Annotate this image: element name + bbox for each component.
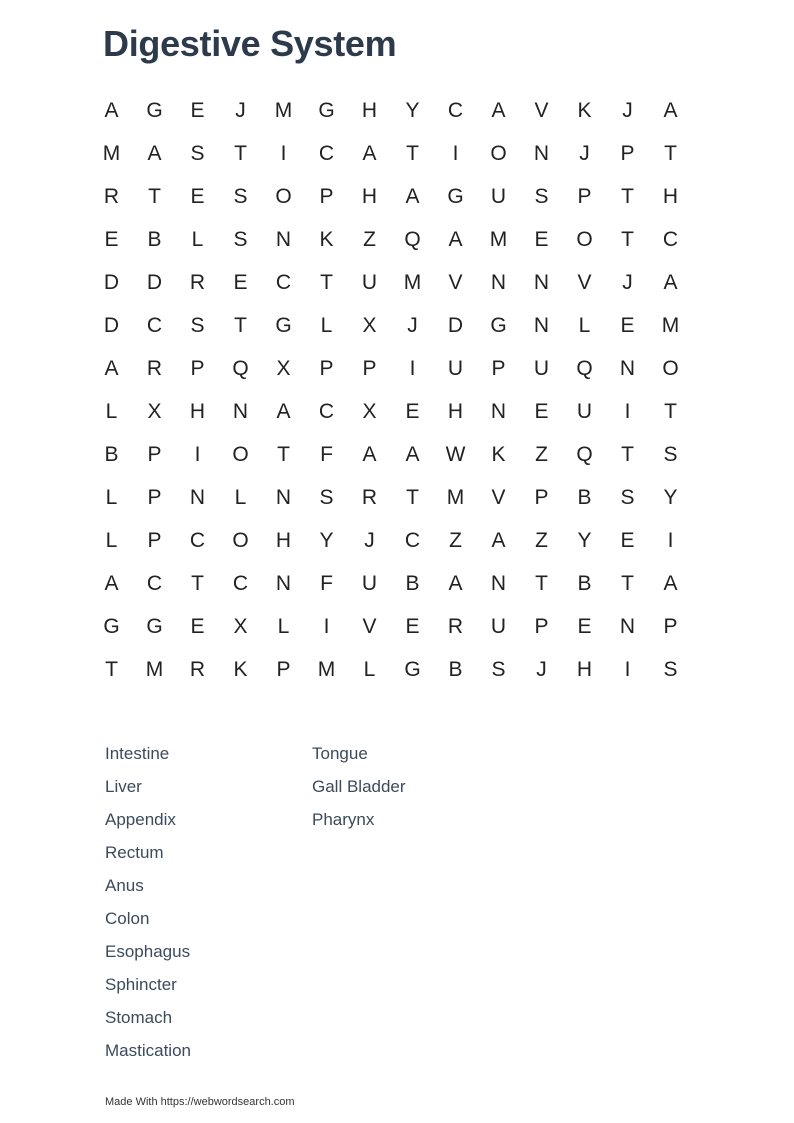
grid-letter: N	[275, 228, 292, 251]
grid-row	[90, 304, 692, 347]
grid-letter: V	[534, 99, 549, 122]
grid-letter: I	[667, 529, 674, 552]
word-list-item: Tongue	[312, 744, 368, 763]
grid-letter: T	[621, 228, 634, 251]
grid-letter: E	[534, 400, 549, 423]
word-column	[105, 737, 312, 1067]
grid-letter: Y	[663, 486, 678, 509]
grid-letter: T	[664, 142, 677, 165]
grid-letter: I	[194, 443, 201, 466]
grid-letter: P	[491, 357, 506, 380]
grid-letter: G	[490, 314, 507, 337]
grid-letter: S	[319, 486, 334, 509]
word-list-item: Esophagus	[105, 942, 191, 961]
word-column	[312, 737, 519, 1067]
grid-letter: P	[147, 529, 162, 552]
grid-letter: T	[621, 185, 634, 208]
grid-letter: B	[577, 572, 592, 595]
grid-letter: A	[448, 572, 463, 595]
grid-letter: P	[319, 357, 334, 380]
grid-letter: T	[320, 271, 333, 294]
grid-row	[90, 218, 692, 261]
grid-row	[90, 562, 692, 605]
grid-letter: P	[534, 486, 549, 509]
grid-letter: S	[491, 658, 506, 681]
grid-letter: E	[190, 99, 205, 122]
grid-letter: N	[619, 357, 636, 380]
grid-letter: P	[147, 443, 162, 466]
grid-row	[90, 648, 692, 691]
grid-letter: Y	[577, 529, 592, 552]
word-list-item: Colon	[105, 909, 150, 928]
grid-letter: K	[577, 99, 592, 122]
grid-row	[90, 390, 692, 433]
grid-letter: C	[275, 271, 292, 294]
grid-letter: T	[148, 185, 161, 208]
grid-letter: G	[275, 314, 292, 337]
grid-letter: J	[622, 271, 633, 294]
grid-row	[90, 89, 692, 132]
word-list-item: Appendix	[105, 810, 176, 829]
grid-letter: N	[533, 271, 550, 294]
grid-letter: B	[104, 443, 119, 466]
grid-letter: Y	[319, 529, 334, 552]
grid-letter: R	[189, 271, 206, 294]
grid-letter: L	[105, 486, 118, 509]
grid-letter: N	[533, 314, 550, 337]
grid-letter: R	[189, 658, 206, 681]
grid-letter: P	[534, 615, 549, 638]
grid-letter: N	[490, 271, 507, 294]
grid-letter: U	[490, 615, 507, 638]
grid-letter: T	[664, 400, 677, 423]
grid-letter: L	[234, 486, 247, 509]
grid-letter: M	[274, 99, 293, 122]
grid-letter: A	[147, 142, 162, 165]
grid-letter: A	[104, 357, 119, 380]
grid-letter: H	[361, 99, 378, 122]
grid-letter: V	[491, 486, 506, 509]
grid-letter: Q	[576, 357, 593, 380]
grid-letter: S	[233, 185, 248, 208]
grid-letter: O	[232, 443, 249, 466]
grid-letter: V	[362, 615, 377, 638]
grid-letter: G	[447, 185, 464, 208]
grid-letter: N	[490, 400, 507, 423]
grid-letter: N	[619, 615, 636, 638]
grid-letter: K	[319, 228, 334, 251]
grid-letter: S	[534, 185, 549, 208]
grid-letter: S	[190, 314, 205, 337]
grid-letter: T	[406, 486, 419, 509]
letter-grid	[90, 89, 692, 691]
grid-letter: B	[577, 486, 592, 509]
grid-letter: E	[190, 185, 205, 208]
grid-letter: M	[102, 142, 121, 165]
grid-letter: T	[234, 314, 247, 337]
grid-letter: K	[233, 658, 248, 681]
grid-letter: E	[405, 615, 420, 638]
grid-letter: J	[364, 529, 375, 552]
grid-letter: H	[662, 185, 679, 208]
grid-letter: T	[191, 572, 204, 595]
grid-letter: H	[275, 529, 292, 552]
grid-letter: L	[105, 400, 118, 423]
grid-row	[90, 132, 692, 175]
grid-letter: G	[318, 99, 335, 122]
grid-letter: B	[405, 572, 420, 595]
grid-letter: C	[189, 529, 206, 552]
word-list	[105, 737, 519, 1067]
grid-letter: D	[447, 314, 464, 337]
grid-row	[90, 347, 692, 390]
grid-letter: J	[622, 99, 633, 122]
grid-letter: I	[323, 615, 330, 638]
grid-letter: T	[621, 572, 634, 595]
grid-letter: J	[407, 314, 418, 337]
grid-letter: Z	[535, 529, 548, 552]
grid-letter: E	[233, 271, 248, 294]
grid-letter: A	[663, 271, 678, 294]
grid-letter: A	[276, 400, 291, 423]
grid-letter: X	[276, 357, 291, 380]
grid-letter: A	[405, 443, 420, 466]
grid-letter: E	[104, 228, 119, 251]
grid-letter: E	[620, 314, 635, 337]
grid-letter: P	[362, 357, 377, 380]
grid-letter: A	[491, 99, 506, 122]
grid-letter: K	[491, 443, 506, 466]
grid-letter: D	[146, 271, 163, 294]
grid-letter: Y	[405, 99, 420, 122]
grid-letter: R	[146, 357, 163, 380]
grid-letter: U	[490, 185, 507, 208]
grid-letter: Q	[404, 228, 421, 251]
word-list-item: Mastication	[105, 1041, 191, 1060]
word-list-item: Anus	[105, 876, 144, 895]
grid-letter: C	[146, 314, 163, 337]
grid-letter: T	[406, 142, 419, 165]
grid-letter: R	[361, 486, 378, 509]
grid-letter: I	[624, 400, 631, 423]
grid-letter: E	[620, 529, 635, 552]
grid-letter: J	[235, 99, 246, 122]
grid-letter: E	[190, 615, 205, 638]
grid-letter: N	[533, 142, 550, 165]
grid-letter: E	[534, 228, 549, 251]
grid-letter: E	[405, 400, 420, 423]
grid-letter: H	[447, 400, 464, 423]
grid-letter: H	[576, 658, 593, 681]
grid-letter: L	[320, 314, 333, 337]
grid-letter: V	[577, 271, 592, 294]
grid-letter: X	[362, 400, 377, 423]
grid-letter: A	[663, 572, 678, 595]
grid-letter: I	[452, 142, 459, 165]
grid-letter: I	[280, 142, 287, 165]
grid-row	[90, 519, 692, 562]
grid-letter: D	[103, 271, 120, 294]
grid-letter: P	[620, 142, 635, 165]
grid-letter: M	[661, 314, 680, 337]
grid-letter: I	[624, 658, 631, 681]
grid-letter: O	[275, 185, 292, 208]
grid-letter: T	[535, 572, 548, 595]
grid-letter: T	[621, 443, 634, 466]
grid-letter: T	[105, 658, 118, 681]
grid-letter: A	[491, 529, 506, 552]
grid-letter: M	[446, 486, 465, 509]
grid-letter: U	[447, 357, 464, 380]
grid-letter: R	[103, 185, 120, 208]
page-title: Digestive System	[103, 23, 397, 64]
grid-letter: X	[233, 615, 248, 638]
grid-letter: S	[663, 658, 678, 681]
grid-letter: T	[234, 142, 247, 165]
grid-letter: O	[490, 142, 507, 165]
grid-letter: V	[448, 271, 463, 294]
grid-letter: S	[190, 142, 205, 165]
grid-letter: P	[577, 185, 592, 208]
grid-row	[90, 175, 692, 218]
grid-letter: G	[404, 658, 421, 681]
grid-letter: J	[579, 142, 590, 165]
grid-letter: S	[620, 486, 635, 509]
grid-letter: M	[489, 228, 508, 251]
footer-credit: Made With https://webwordsearch.com	[105, 1096, 295, 1108]
grid-letter: B	[147, 228, 162, 251]
grid-letter: M	[145, 658, 164, 681]
grid-letter: F	[320, 572, 333, 595]
grid-letter: H	[361, 185, 378, 208]
grid-letter: O	[576, 228, 593, 251]
grid-letter: A	[663, 99, 678, 122]
grid-letter: M	[317, 658, 336, 681]
grid-row	[90, 605, 692, 648]
grid-letter: I	[409, 357, 416, 380]
grid-letter: P	[276, 658, 291, 681]
word-list-item: Sphincter	[105, 975, 177, 994]
grid-letter: C	[447, 99, 464, 122]
grid-letter: N	[275, 486, 292, 509]
grid-letter: P	[663, 615, 678, 638]
grid-letter: E	[577, 615, 592, 638]
grid-letter: R	[447, 615, 464, 638]
grid-row	[90, 433, 692, 476]
grid-letter: T	[277, 443, 290, 466]
grid-letter: A	[448, 228, 463, 251]
grid-letter: A	[362, 443, 377, 466]
grid-letter: O	[232, 529, 249, 552]
grid-letter: N	[490, 572, 507, 595]
grid-letter: U	[533, 357, 550, 380]
grid-letter: P	[319, 185, 334, 208]
grid-letter: X	[147, 400, 162, 423]
grid-letter: Q	[232, 357, 249, 380]
word-list-item: Rectum	[105, 843, 164, 862]
grid-letter: C	[232, 572, 249, 595]
grid-letter: C	[318, 142, 335, 165]
grid-letter: Q	[576, 443, 593, 466]
grid-letter: C	[662, 228, 679, 251]
grid-letter: L	[191, 228, 204, 251]
grid-row	[90, 476, 692, 519]
grid-letter: P	[190, 357, 205, 380]
word-list-item: Gall Bladder	[312, 777, 406, 796]
grid-letter: A	[405, 185, 420, 208]
grid-letter: W	[445, 443, 466, 466]
grid-letter: J	[536, 658, 547, 681]
grid-letter: S	[663, 443, 678, 466]
grid-row	[90, 261, 692, 304]
grid-letter: Z	[363, 228, 376, 251]
grid-letter: B	[448, 658, 463, 681]
grid-letter: L	[105, 529, 118, 552]
grid-letter: A	[362, 142, 377, 165]
grid-letter: M	[403, 271, 422, 294]
grid-letter: U	[361, 271, 378, 294]
grid-letter: G	[146, 615, 163, 638]
grid-letter: D	[103, 314, 120, 337]
grid-letter: L	[363, 658, 376, 681]
grid-letter: H	[189, 400, 206, 423]
grid-letter: F	[320, 443, 333, 466]
grid-letter: Z	[449, 529, 462, 552]
grid-letter: G	[103, 615, 120, 638]
grid-letter: N	[232, 400, 249, 423]
grid-letter: P	[147, 486, 162, 509]
word-list-item: Liver	[105, 777, 142, 796]
grid-letter: C	[146, 572, 163, 595]
grid-letter: U	[576, 400, 593, 423]
grid-letter: N	[275, 572, 292, 595]
grid-letter: L	[578, 314, 591, 337]
grid-letter: Z	[535, 443, 548, 466]
grid-letter: U	[361, 572, 378, 595]
grid-letter: A	[104, 99, 119, 122]
word-list-item: Intestine	[105, 744, 170, 763]
grid-letter: C	[404, 529, 421, 552]
grid-letter: O	[662, 357, 679, 380]
grid-letter: C	[318, 400, 335, 423]
grid-letter: X	[362, 314, 377, 337]
grid-letter: G	[146, 99, 163, 122]
word-list-item: Stomach	[105, 1008, 173, 1027]
grid-letter: A	[104, 572, 119, 595]
grid-letter: N	[189, 486, 206, 509]
word-list-item: Pharynx	[312, 810, 375, 829]
grid-letter: L	[277, 615, 290, 638]
grid-letter: S	[233, 228, 248, 251]
